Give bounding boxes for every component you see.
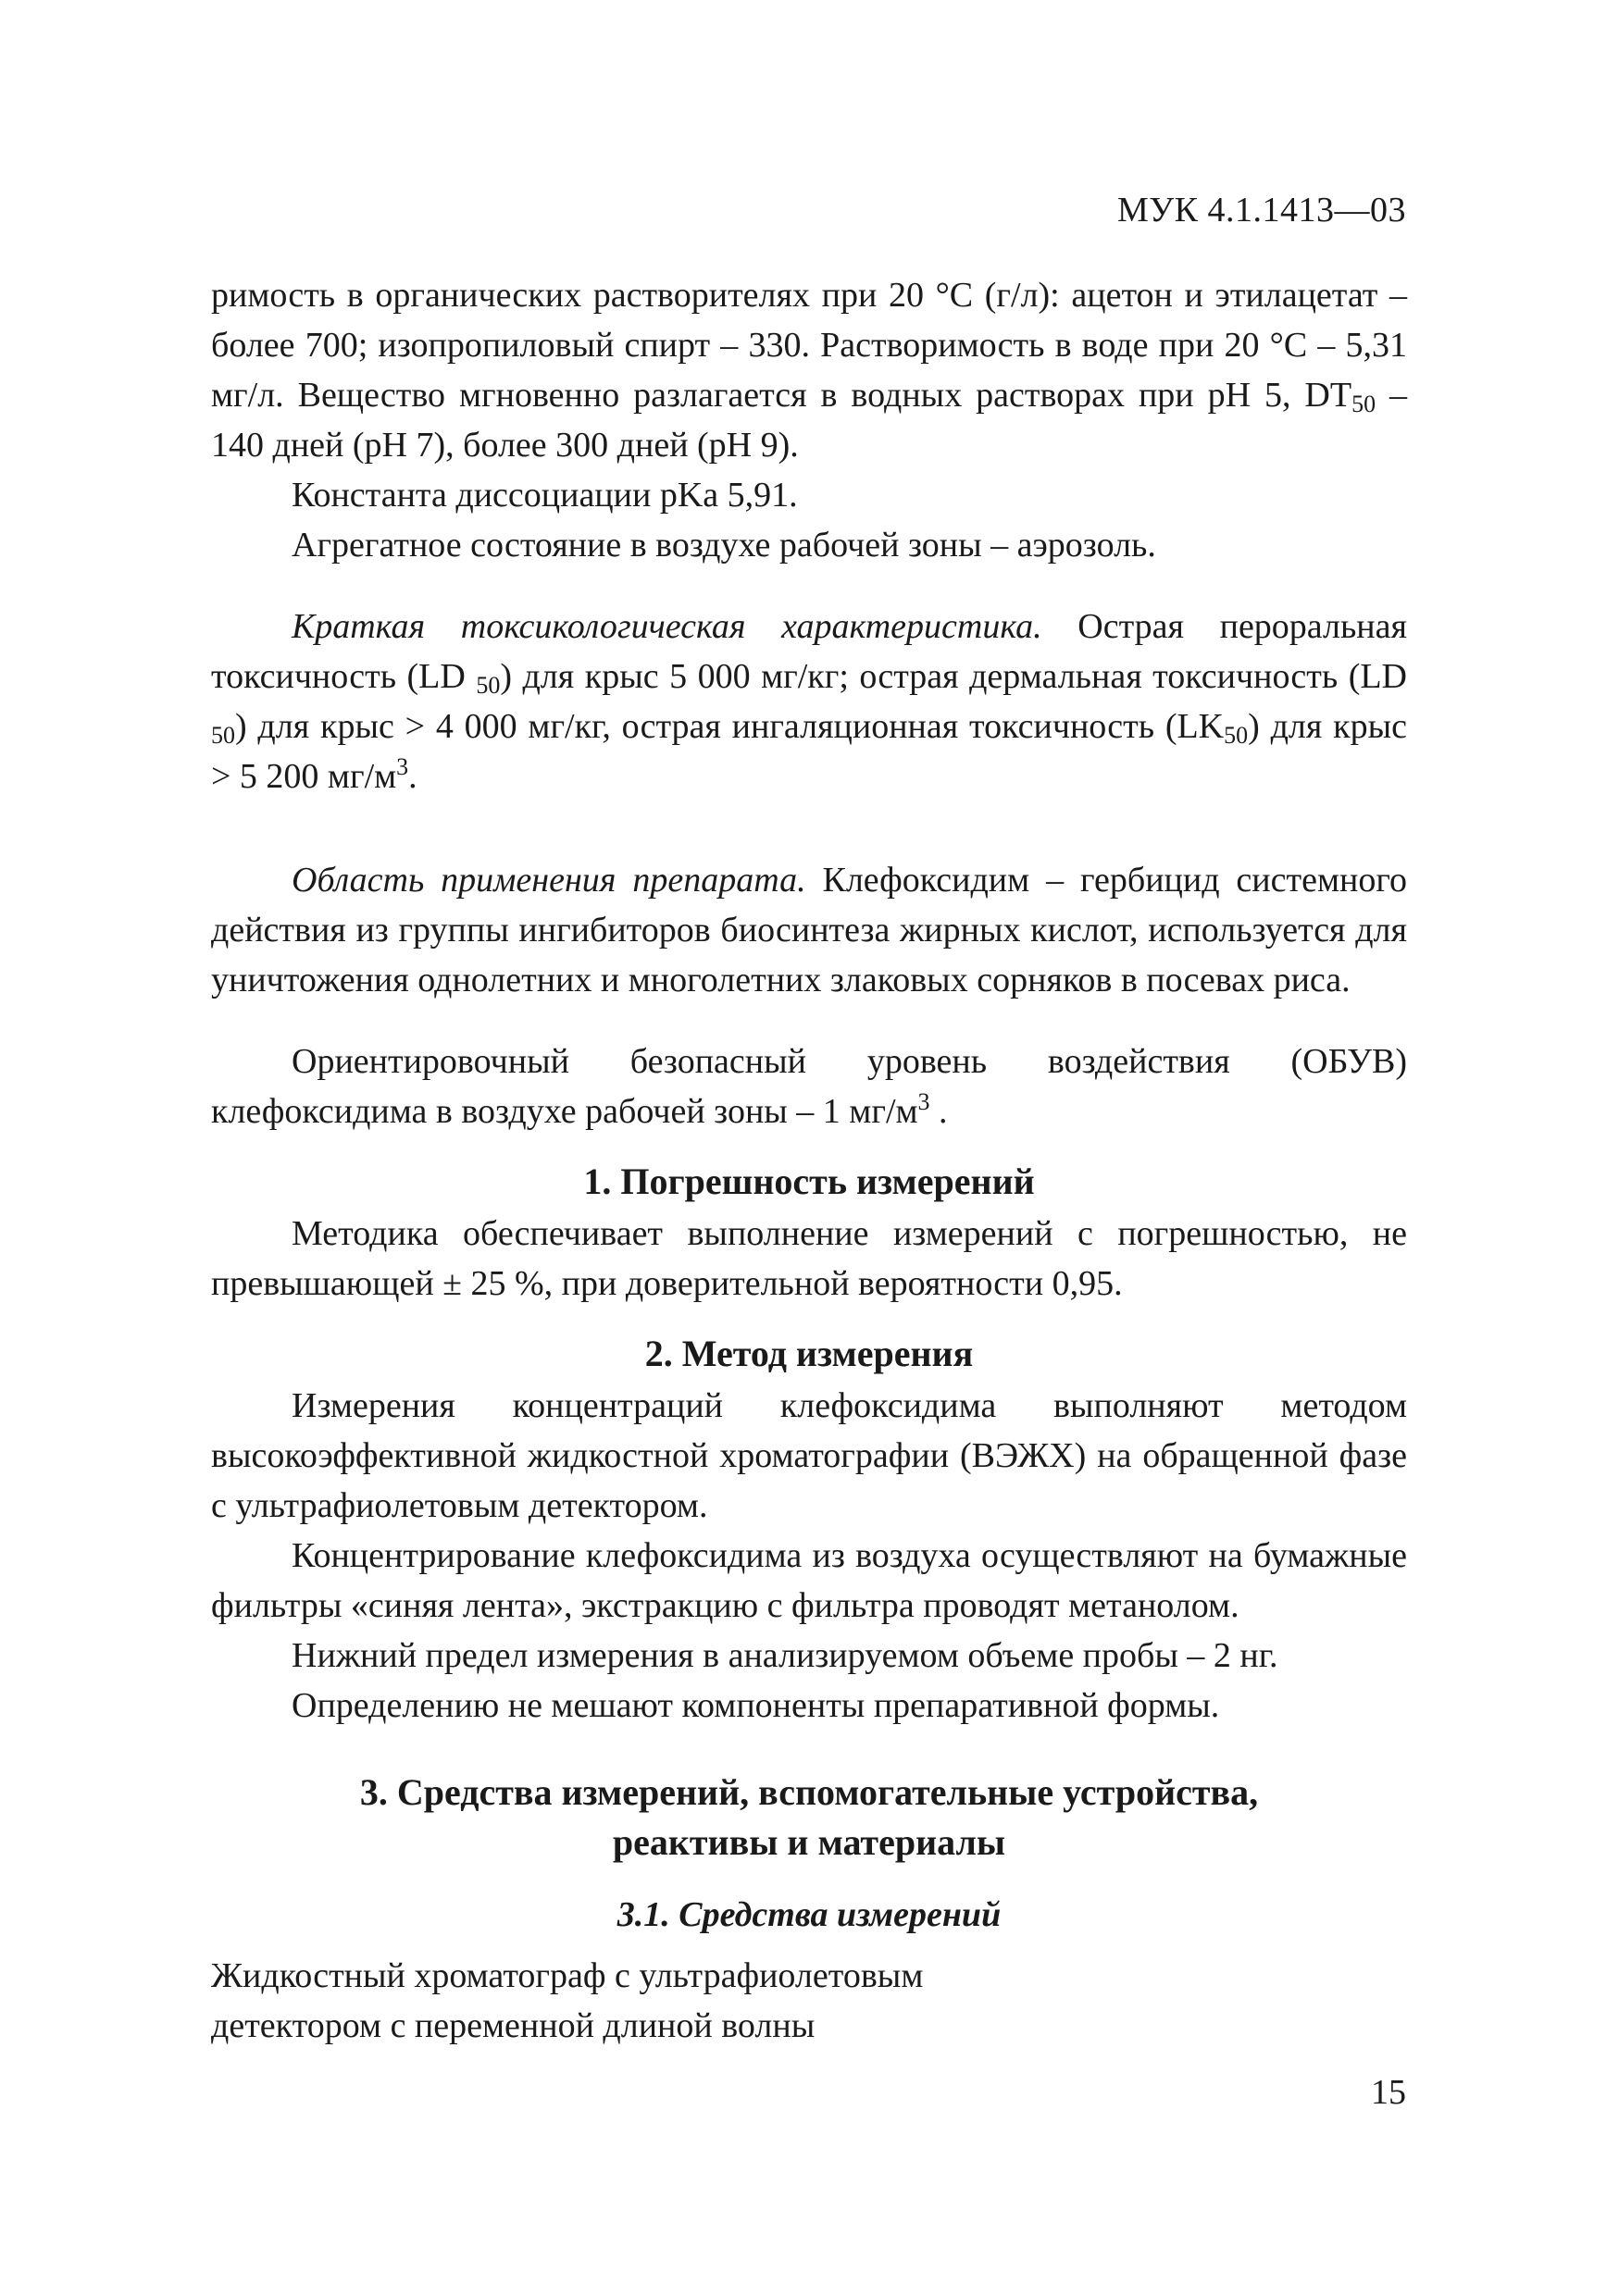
toxicology-lead: Краткая токсикологическая характеристика. [292,607,1042,646]
section-1-heading: 1. Погрешность измерений [583,1160,1035,1202]
method-paragraph-2: Концентрирование клефоксидима из воздуха осуществляют на бумажные фильтры «синяя лента», экстракцию с фильтра проводят метанолом. [211,1536,1407,1625]
section-1-text: Методика обеспечивает выполнение измерений с погрешностью, не превышающей ± 25 %, при доверительной вероятности 0,95. [211,1214,1407,1303]
application-paragraph: Область применения препарата. Клефоксидим – гербицид системного действия из группы ингибиторов биосинтеза жирных кислот, используется для уничтожения однолетних и многолетних злаковых сорняков в посевах риса. [211,861,1408,999]
section-2-heading: 2. Метод измерения [644,1333,974,1374]
safety-level-paragraph: Ориентировочный безопасный уровень воздействия (ОБУВ) клефоксидима в воздухе рабочей зоны – 1 $мг/м^3$ . [211,1042,1407,1131]
section-3-heading: 3. Средства измерений, вспомогательные устройства, реактивы и материалы [359,1771,1259,1863]
method-paragraph-1: Измерения концентраций клефоксидима выполняют методом высокоэффективной жидкостной хроматографии (ВЭЖХ) на обращенной фазе с ультрафиолетовым детектором. [211,1386,1407,1525]
equipment-item: Жидкостный хроматограф с ультрафиолетовым детектором с переменной длиной волны [211,1956,924,2045]
page-body [211,270,1407,2051]
document-code-header: МУК 4.1.1413—03 [1116,191,1406,230]
dissociation-constant-paragraph: Константа диссоциации pKa 5,91. [292,476,798,515]
application-lead: Область применения препарата. [292,861,806,900]
method-paragraph-3: Нижний предел измерения в анализируемом объеме пробы – 2 нг. [292,1636,1278,1675]
method-paragraph-4: Определению не мешают компоненты препаративной формы. [292,1686,1220,1725]
page-number: 15 [1371,2073,1406,2112]
aggregate-state-paragraph: Агрегатное состояние в воздухе рабочей зоны – аэрозоль. [292,526,1156,565]
toxicology-paragraph: Краткая токсикологическая характеристика. Острая пероральная токсичность (LD $_{50}$) для крыс 5 000 мг/кг; острая дермальная токсичность (LD $_{50}$) для крыс > 4 000 мг/кг, острая ингаляционная токсичность $(LK_{50})$ для крыс > 5 200 $мг/м^3$. [211,607,1408,796]
subsection-3-1-heading: 3.1. Средства измерений [616,1895,1002,1934]
solubility-paragraph: римость в органических растворителях при 20 °С (г/л): ацетон и этилацетат – более 700; изопропиловый спирт – 330. Растворимость в воде при 20 °С – 5,31 мг/л. Вещество мгновенно разлагается в водных растворах при pH 5, $DT_{50} - 140$ дней (pH 7), более 300 дней (pH 9). [211,276,1408,465]
